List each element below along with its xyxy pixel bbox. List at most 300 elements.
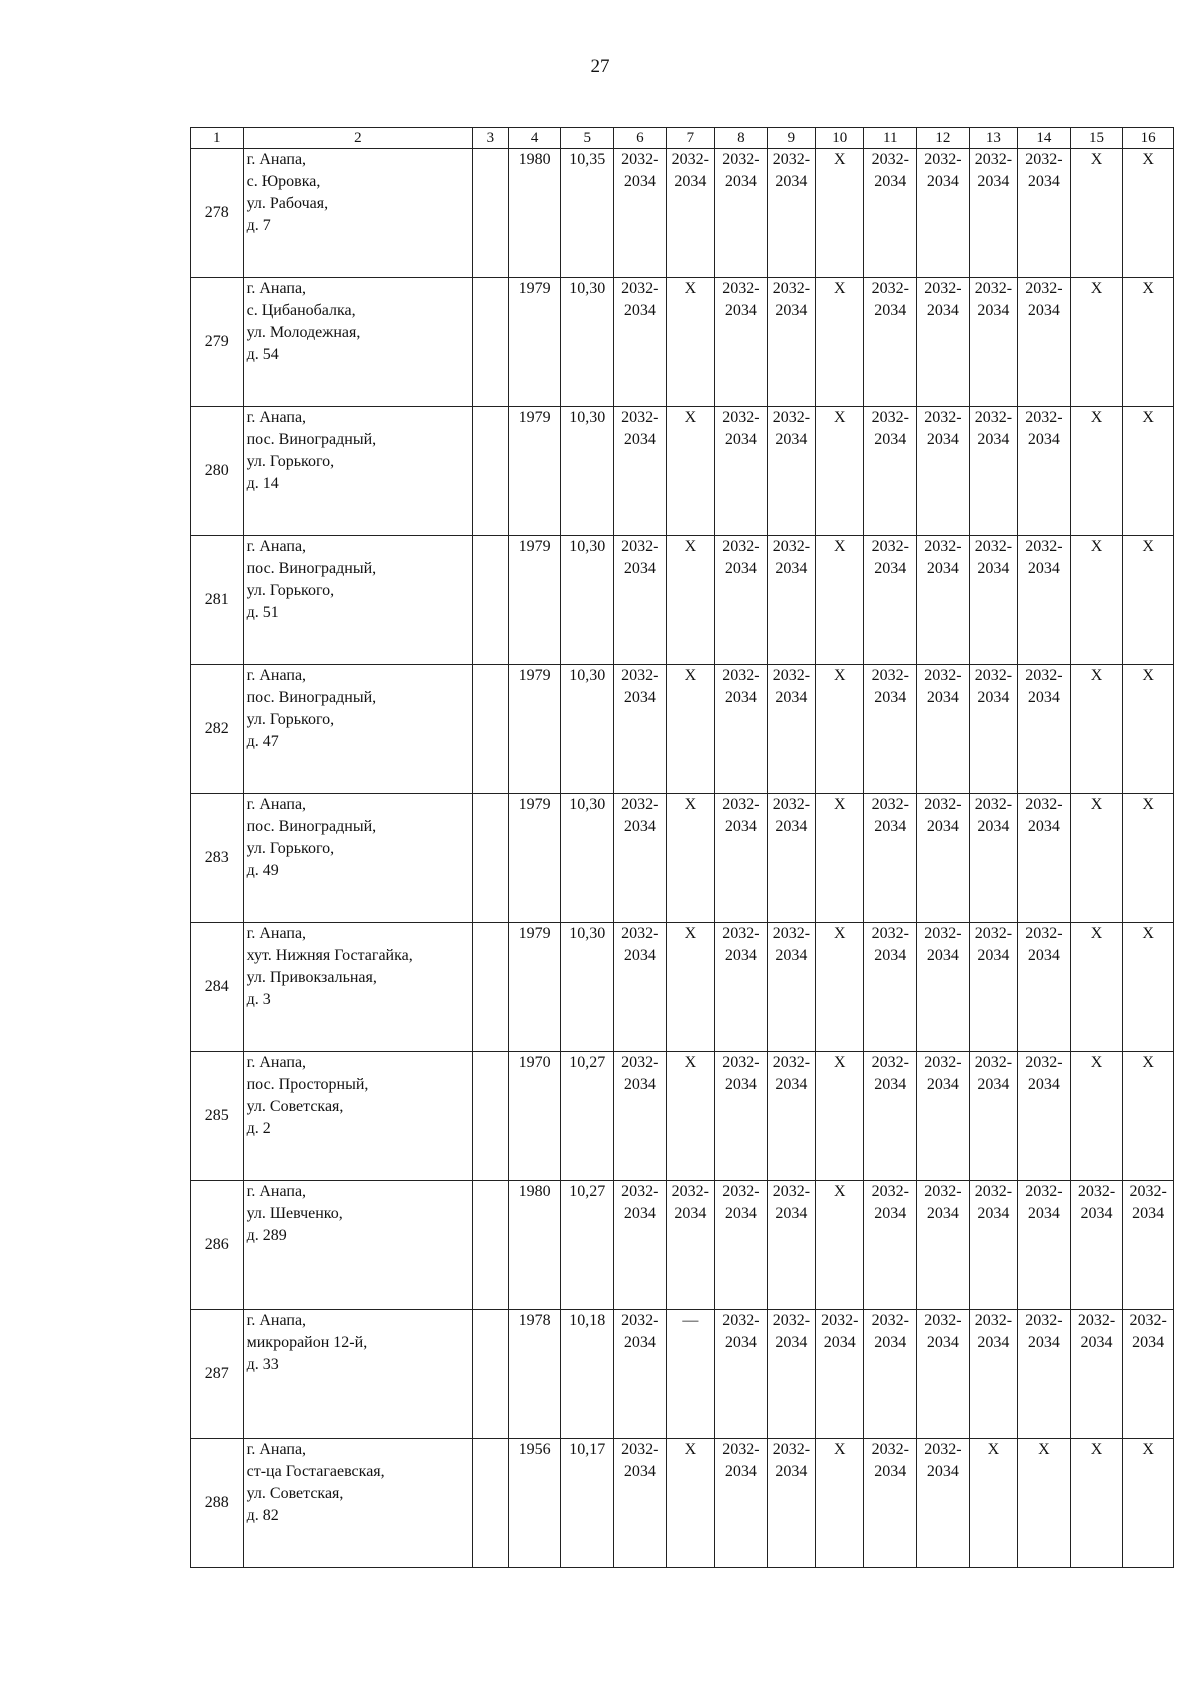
period-line: X bbox=[684, 1441, 697, 1458]
period-cell bbox=[666, 794, 714, 923]
period-cell bbox=[1070, 665, 1123, 794]
period-line: 2034 bbox=[775, 1463, 808, 1480]
period-line: 2032- bbox=[722, 796, 760, 813]
period-line: 2032- bbox=[772, 667, 811, 684]
period-cell bbox=[666, 407, 714, 536]
page-number: 27 bbox=[590, 56, 610, 77]
period-cell bbox=[917, 278, 970, 407]
period-line: 2032- bbox=[772, 796, 811, 813]
address-line: г. Анапа, bbox=[246, 151, 307, 168]
address-line: пос. Просторный, bbox=[246, 1076, 369, 1093]
period-line: 2032- bbox=[924, 1183, 962, 1200]
period-cell bbox=[864, 149, 917, 278]
address-line: ул. Советская, bbox=[246, 1098, 344, 1115]
period-line: 2034 bbox=[623, 1463, 656, 1480]
period-line: 2034 bbox=[775, 431, 808, 448]
address-cell bbox=[243, 149, 472, 278]
period-line: 2032- bbox=[974, 151, 1013, 168]
period-line: 2034 bbox=[1027, 689, 1060, 706]
period-line: 2032- bbox=[722, 667, 760, 684]
period-line: 2032- bbox=[1025, 796, 1063, 813]
period-cell bbox=[917, 665, 970, 794]
period-line: 2032- bbox=[871, 796, 909, 813]
period-line: X bbox=[1090, 538, 1103, 555]
period-line: 2032- bbox=[621, 667, 659, 684]
period-cell bbox=[715, 1310, 768, 1439]
address-line: ст-ца Гостагаевская, bbox=[246, 1463, 385, 1480]
period-line: 2032- bbox=[924, 409, 962, 426]
period-line: X bbox=[833, 280, 846, 297]
period-cell bbox=[864, 536, 917, 665]
period-line: 2032- bbox=[722, 1183, 760, 1200]
table-row bbox=[191, 794, 1174, 923]
period-line: 2034 bbox=[724, 560, 757, 577]
value-cell: 10,27 bbox=[561, 1181, 614, 1310]
period-line: 2032- bbox=[1025, 1054, 1063, 1071]
period-line: 2034 bbox=[1080, 1205, 1113, 1222]
period-line: 2034 bbox=[623, 818, 656, 835]
period-cell bbox=[816, 794, 864, 923]
period-line: 2034 bbox=[1027, 1076, 1060, 1093]
address-line: г. Анапа, bbox=[246, 667, 307, 684]
period-cell bbox=[614, 407, 667, 536]
year-cell: 1979 bbox=[508, 665, 561, 794]
period-line: 2034 bbox=[977, 1205, 1010, 1222]
row-number: 279 bbox=[191, 278, 244, 407]
period-cell bbox=[917, 1439, 970, 1568]
address-line: г. Анапа, bbox=[246, 796, 307, 813]
period-line: 2032- bbox=[1025, 280, 1063, 297]
address-line: г. Анапа, bbox=[246, 1183, 307, 1200]
period-cell bbox=[816, 407, 864, 536]
period-line: 2032- bbox=[1129, 1183, 1167, 1200]
row-number: 278 bbox=[191, 149, 244, 278]
address-line: пос. Виноградный, bbox=[246, 818, 377, 835]
period-line: 2032- bbox=[1077, 1183, 1116, 1200]
period-cell bbox=[969, 665, 1017, 794]
period-cell bbox=[715, 1052, 768, 1181]
column-header: 10 bbox=[816, 128, 864, 149]
column-header: 7 bbox=[666, 128, 714, 149]
period-line: X bbox=[833, 1441, 846, 1458]
period-cell bbox=[969, 1310, 1017, 1439]
period-cell bbox=[767, 536, 815, 665]
table-row bbox=[191, 278, 1174, 407]
row-number: 282 bbox=[191, 665, 244, 794]
period-line: 2034 bbox=[674, 173, 707, 190]
period-line: 2032- bbox=[871, 151, 909, 168]
period-line: 2034 bbox=[1027, 431, 1060, 448]
period-line: 2034 bbox=[977, 302, 1010, 319]
period-line: 2034 bbox=[724, 1334, 757, 1351]
period-cell bbox=[864, 794, 917, 923]
period-line: 2032- bbox=[722, 1441, 760, 1458]
address-cell bbox=[243, 1052, 472, 1181]
period-cell bbox=[1070, 794, 1123, 923]
period-cell bbox=[614, 536, 667, 665]
period-line: 2034 bbox=[623, 1334, 656, 1351]
period-line: 2034 bbox=[623, 689, 656, 706]
period-line: X bbox=[1090, 1441, 1103, 1458]
period-cell bbox=[969, 407, 1017, 536]
period-cell bbox=[1018, 278, 1071, 407]
period-line: 2032- bbox=[772, 1441, 811, 1458]
period-line: 2034 bbox=[874, 173, 907, 190]
value-cell: 10,30 bbox=[561, 794, 614, 923]
address-cell bbox=[243, 1439, 472, 1568]
year-cell: 1979 bbox=[508, 407, 561, 536]
period-line: 2034 bbox=[1027, 560, 1060, 577]
period-cell bbox=[1123, 665, 1174, 794]
period-line: 2032- bbox=[924, 280, 962, 297]
period-cell bbox=[1018, 794, 1071, 923]
period-cell bbox=[767, 1310, 815, 1439]
column-header: 11 bbox=[864, 128, 917, 149]
period-line: 2032- bbox=[1025, 409, 1063, 426]
period-line: 2032- bbox=[974, 796, 1013, 813]
value-cell: 10,17 bbox=[561, 1439, 614, 1568]
column-header: 8 bbox=[715, 128, 768, 149]
period-cell bbox=[969, 536, 1017, 665]
period-line: X bbox=[987, 1441, 1000, 1458]
address-line: с. Юровка, bbox=[246, 173, 321, 190]
period-cell bbox=[614, 149, 667, 278]
period-cell bbox=[666, 1310, 714, 1439]
period-line: 2034 bbox=[926, 818, 959, 835]
address-cell bbox=[243, 407, 472, 536]
period-cell bbox=[1070, 1181, 1123, 1310]
period-cell bbox=[614, 923, 667, 1052]
period-line: X bbox=[684, 796, 697, 813]
period-cell bbox=[917, 536, 970, 665]
address-line: ул. Горького, bbox=[246, 582, 335, 599]
period-cell bbox=[715, 278, 768, 407]
period-cell bbox=[614, 794, 667, 923]
period-line: 2032- bbox=[924, 538, 962, 555]
row-number: 280 bbox=[191, 407, 244, 536]
period-line: 2034 bbox=[674, 1205, 707, 1222]
period-cell bbox=[816, 278, 864, 407]
column-header: 14 bbox=[1018, 128, 1071, 149]
period-line: 2032- bbox=[871, 1441, 909, 1458]
period-line: 2034 bbox=[977, 689, 1010, 706]
period-line: 2032- bbox=[974, 1312, 1013, 1329]
address-line: г. Анапа, bbox=[246, 1312, 307, 1329]
value-cell: 10,30 bbox=[561, 407, 614, 536]
period-cell bbox=[1123, 278, 1174, 407]
housing-table bbox=[190, 127, 1174, 1568]
address-line: ул. Горького, bbox=[246, 453, 335, 470]
period-line: 2034 bbox=[623, 431, 656, 448]
period-cell bbox=[864, 665, 917, 794]
period-cell bbox=[1018, 1052, 1071, 1181]
period-line: 2032- bbox=[871, 538, 909, 555]
column-3-cell bbox=[473, 794, 509, 923]
period-line: 2034 bbox=[1027, 947, 1060, 964]
period-cell bbox=[767, 1439, 815, 1568]
column-header: 6 bbox=[614, 128, 667, 149]
period-line: X bbox=[1142, 151, 1154, 168]
period-cell bbox=[969, 1052, 1017, 1181]
period-line: X bbox=[1090, 667, 1103, 684]
period-cell bbox=[1123, 1181, 1174, 1310]
period-line: 2032- bbox=[621, 1312, 659, 1329]
period-line: 2032- bbox=[821, 1312, 859, 1329]
address-line: пос. Виноградный, bbox=[246, 689, 377, 706]
period-line: 2032- bbox=[621, 796, 659, 813]
period-cell bbox=[614, 1052, 667, 1181]
period-line: 2034 bbox=[926, 1076, 959, 1093]
period-cell bbox=[1070, 923, 1123, 1052]
column-header: 2 bbox=[243, 128, 472, 149]
period-cell bbox=[614, 1181, 667, 1310]
period-line: 2032- bbox=[722, 151, 760, 168]
header-row bbox=[191, 128, 1174, 149]
period-cell bbox=[917, 1181, 970, 1310]
period-cell bbox=[816, 536, 864, 665]
period-cell bbox=[1070, 1310, 1123, 1439]
column-3-cell bbox=[473, 149, 509, 278]
period-line: 2034 bbox=[775, 302, 808, 319]
period-line: 2034 bbox=[926, 1334, 959, 1351]
period-line: X bbox=[1090, 925, 1103, 942]
period-line: 2032- bbox=[1025, 925, 1063, 942]
address-line: ул. Горького, bbox=[246, 711, 335, 728]
period-line: 2034 bbox=[724, 1205, 757, 1222]
period-cell bbox=[864, 1052, 917, 1181]
table-row bbox=[191, 1310, 1174, 1439]
period-line: 2034 bbox=[775, 947, 808, 964]
column-header: 5 bbox=[561, 128, 614, 149]
period-cell bbox=[917, 149, 970, 278]
period-cell bbox=[767, 1181, 815, 1310]
year-cell: 1980 bbox=[508, 149, 561, 278]
column-3-cell bbox=[473, 407, 509, 536]
period-line: X bbox=[1090, 796, 1103, 813]
period-line: 2032- bbox=[974, 538, 1013, 555]
period-line: 2032- bbox=[871, 925, 909, 942]
year-cell: 1970 bbox=[508, 1052, 561, 1181]
address-line: хут. Нижняя Гостагайка, bbox=[246, 947, 413, 964]
address-line: г. Анапа, bbox=[246, 925, 307, 942]
period-line: X bbox=[684, 538, 697, 555]
period-cell bbox=[715, 923, 768, 1052]
period-line: 2032- bbox=[871, 1054, 909, 1071]
period-line: X bbox=[684, 280, 697, 297]
period-cell bbox=[864, 278, 917, 407]
period-cell bbox=[715, 1439, 768, 1568]
period-cell bbox=[816, 1439, 864, 1568]
period-cell bbox=[864, 923, 917, 1052]
column-header: 3 bbox=[473, 128, 509, 149]
period-line: 2032- bbox=[671, 151, 709, 168]
period-cell bbox=[1018, 536, 1071, 665]
period-cell bbox=[666, 278, 714, 407]
period-cell bbox=[969, 794, 1017, 923]
period-cell bbox=[767, 665, 815, 794]
row-number: 284 bbox=[191, 923, 244, 1052]
period-line: 2034 bbox=[623, 1076, 656, 1093]
period-line: 2034 bbox=[926, 560, 959, 577]
address-line: д. 33 bbox=[246, 1356, 279, 1373]
period-cell bbox=[614, 278, 667, 407]
period-cell bbox=[767, 923, 815, 1052]
period-line: 2032- bbox=[722, 409, 760, 426]
period-line: 2034 bbox=[775, 818, 808, 835]
period-cell bbox=[816, 1181, 864, 1310]
period-cell bbox=[715, 665, 768, 794]
period-line: 2032- bbox=[671, 1183, 709, 1200]
period-cell bbox=[917, 1310, 970, 1439]
period-line: 2034 bbox=[623, 173, 656, 190]
period-line: 2032- bbox=[974, 1054, 1013, 1071]
period-line: 2032- bbox=[1025, 151, 1063, 168]
period-line: 2032- bbox=[924, 1441, 962, 1458]
period-cell bbox=[1018, 665, 1071, 794]
period-cell bbox=[1123, 1052, 1174, 1181]
address-line: г. Анапа, bbox=[246, 1054, 307, 1071]
period-line: 2034 bbox=[623, 947, 656, 964]
period-line: 2032- bbox=[772, 925, 811, 942]
period-cell bbox=[816, 665, 864, 794]
period-line: 2034 bbox=[874, 1463, 907, 1480]
table-row bbox=[191, 923, 1174, 1052]
address-cell bbox=[243, 1181, 472, 1310]
period-line: 2034 bbox=[775, 1076, 808, 1093]
period-line: 2032- bbox=[621, 280, 659, 297]
period-line: 2032- bbox=[871, 409, 909, 426]
period-cell bbox=[666, 1052, 714, 1181]
period-line: 2032- bbox=[974, 280, 1013, 297]
period-cell bbox=[1123, 149, 1174, 278]
period-line: 2032- bbox=[772, 1312, 811, 1329]
period-line: 2034 bbox=[1132, 1205, 1165, 1222]
period-line: X bbox=[833, 409, 846, 426]
period-cell bbox=[666, 149, 714, 278]
period-cell bbox=[1018, 1439, 1071, 1568]
period-cell bbox=[917, 923, 970, 1052]
period-line: X bbox=[1142, 1054, 1154, 1071]
period-line: 2034 bbox=[874, 1334, 907, 1351]
table-row bbox=[191, 407, 1174, 536]
period-line: 2034 bbox=[724, 173, 757, 190]
table-row bbox=[191, 149, 1174, 278]
period-line: 2032- bbox=[621, 151, 659, 168]
year-cell: 1956 bbox=[508, 1439, 561, 1568]
year-cell: 1979 bbox=[508, 794, 561, 923]
period-line: 2034 bbox=[623, 302, 656, 319]
period-cell bbox=[917, 1052, 970, 1181]
period-cell bbox=[1123, 407, 1174, 536]
address-cell bbox=[243, 278, 472, 407]
period-line: X bbox=[1090, 1054, 1103, 1071]
period-cell bbox=[816, 149, 864, 278]
period-line: 2032- bbox=[871, 280, 909, 297]
period-cell bbox=[1123, 794, 1174, 923]
table-row bbox=[191, 536, 1174, 665]
period-line: 2032- bbox=[621, 409, 659, 426]
period-line: 2032- bbox=[621, 538, 659, 555]
year-cell: 1979 bbox=[508, 536, 561, 665]
period-line: 2034 bbox=[977, 173, 1010, 190]
period-line: X bbox=[1142, 538, 1154, 555]
column-3-cell bbox=[473, 1310, 509, 1439]
period-line: X bbox=[684, 1054, 697, 1071]
period-line: X bbox=[833, 1054, 846, 1071]
period-cell bbox=[969, 923, 1017, 1052]
period-line: 2034 bbox=[724, 302, 757, 319]
value-cell: 10,30 bbox=[561, 923, 614, 1052]
period-cell bbox=[864, 407, 917, 536]
period-cell bbox=[715, 794, 768, 923]
period-cell bbox=[767, 1052, 815, 1181]
period-cell bbox=[864, 1439, 917, 1568]
period-line: 2032- bbox=[722, 538, 760, 555]
period-line: 2032- bbox=[722, 925, 760, 942]
period-line: 2034 bbox=[724, 431, 757, 448]
value-cell: 10,30 bbox=[561, 665, 614, 794]
period-cell bbox=[1123, 1310, 1174, 1439]
column-header: 4 bbox=[508, 128, 561, 149]
period-cell bbox=[969, 1181, 1017, 1310]
period-cell bbox=[1070, 149, 1123, 278]
address-line: г. Анапа, bbox=[246, 1441, 307, 1458]
period-cell bbox=[816, 1310, 864, 1439]
period-line: X bbox=[833, 796, 846, 813]
period-cell bbox=[1123, 1439, 1174, 1568]
period-line: 2032- bbox=[924, 151, 962, 168]
period-line: 2034 bbox=[926, 173, 959, 190]
period-line: X bbox=[1142, 667, 1154, 684]
value-cell: 10,30 bbox=[561, 278, 614, 407]
column-3-cell bbox=[473, 536, 509, 665]
period-line: 2034 bbox=[724, 1076, 757, 1093]
row-number: 288 bbox=[191, 1439, 244, 1568]
period-cell bbox=[614, 665, 667, 794]
period-cell bbox=[1070, 536, 1123, 665]
period-line: X bbox=[1090, 409, 1103, 426]
period-line: 2034 bbox=[874, 302, 907, 319]
period-cell bbox=[864, 1181, 917, 1310]
period-cell bbox=[666, 665, 714, 794]
period-cell bbox=[1018, 1310, 1071, 1439]
row-number: 287 bbox=[191, 1310, 244, 1439]
period-line: X bbox=[833, 151, 846, 168]
table-row bbox=[191, 1439, 1174, 1568]
period-cell bbox=[969, 149, 1017, 278]
period-line: 2034 bbox=[977, 818, 1010, 835]
period-line: 2034 bbox=[926, 302, 959, 319]
period-line: X bbox=[833, 1183, 846, 1200]
address-line: д. 47 bbox=[246, 733, 279, 750]
column-header: 15 bbox=[1070, 128, 1123, 149]
row-number: 281 bbox=[191, 536, 244, 665]
period-cell bbox=[614, 1439, 667, 1568]
address-line: г. Анапа, bbox=[246, 409, 307, 426]
period-cell bbox=[969, 278, 1017, 407]
period-line: 2034 bbox=[1027, 173, 1060, 190]
period-line: X bbox=[1142, 796, 1154, 813]
column-header: 13 bbox=[969, 128, 1017, 149]
period-line: 2032- bbox=[772, 151, 811, 168]
period-line: — bbox=[682, 1312, 699, 1329]
value-cell: 10,27 bbox=[561, 1052, 614, 1181]
column-3-cell bbox=[473, 665, 509, 794]
period-line: 2034 bbox=[724, 689, 757, 706]
period-line: X bbox=[1142, 1441, 1154, 1458]
period-line: 2032- bbox=[621, 1441, 659, 1458]
period-line: 2032- bbox=[1077, 1312, 1116, 1329]
